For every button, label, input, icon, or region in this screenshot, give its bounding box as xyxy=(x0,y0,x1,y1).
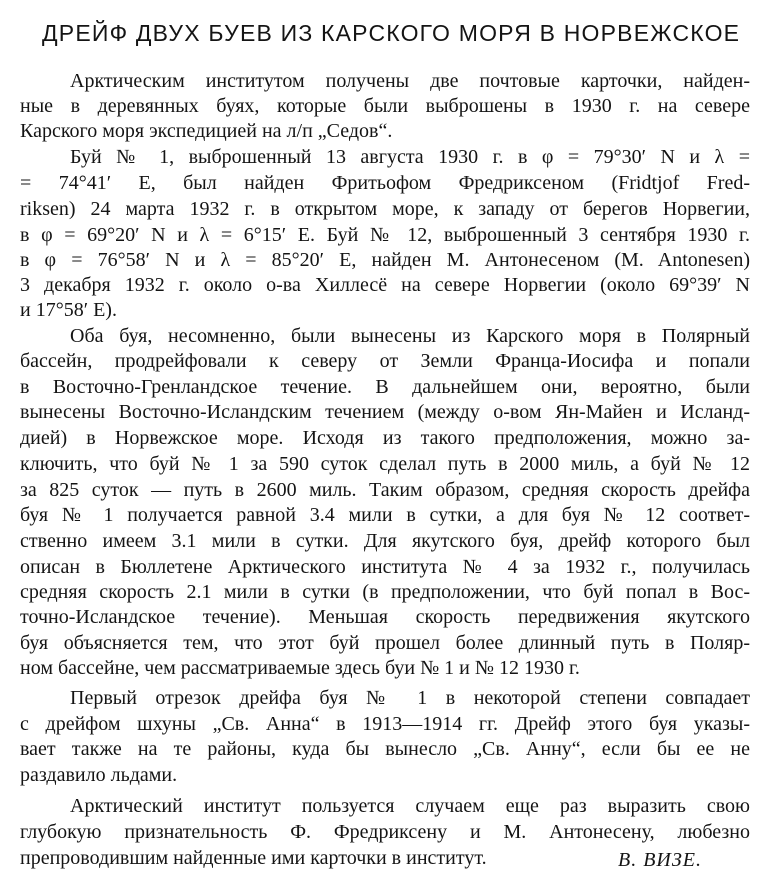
paragraph-2-line-6: 3 декабря 1932 г. около о-ва Хиллесё на севере Норвегии (около 69°39′ N xyxy=(20,274,750,296)
paragraph-3-line-10: описан в Бюллетене Арктического института № 4 за 1932 г., получилась xyxy=(20,556,750,578)
paragraph-1-line-1: Арктическим институтом получены две почтовые карточки, найден- xyxy=(70,70,750,92)
paragraph-2-line-5: в φ = 76°58′ N и λ = 85°20′ E, найден М. Антонесеном (M. Antonesen) xyxy=(20,249,750,271)
paragraph-2-line-7: и 17°58′ E). xyxy=(20,299,117,321)
paragraph-3-line-8: буя № 1 получается равной 3.4 мили в сутки, а для буя № 12 соответ- xyxy=(20,504,750,526)
paragraph-3-line-1: Оба буя, несомненно, были вынесены из Карского моря в Полярный xyxy=(70,325,750,347)
paragraph-4-line-2: с дрейфом шхуны „Св. Анна“ в 1913—1914 гг. Дрейф этого буя указы- xyxy=(20,713,750,735)
paragraph-1-line-2: ные в деревянных буях, которые были выброшены в 1930 г. на севере xyxy=(20,95,750,117)
paragraph-3-line-12: точно-Исландское течение). Меньшая скорость передвижения якутского xyxy=(20,606,750,628)
paragraph-3-line-4: вынесены Восточно-Исландским течением (между о-вом Ян-Майен и Исланд- xyxy=(20,401,750,423)
paragraph-2-line-4: в φ = 69°20′ N и λ = 6°15′ E. Буй № 12, выброшенный 3 сентября 1930 г. xyxy=(20,224,750,246)
paragraph-3-line-3: в Восточно-Гренландское течение. В дальнейшем они, вероятно, были xyxy=(20,376,750,398)
paragraph-3-line-6: ключить, что буй № 1 за 590 суток сделал путь в 2000 миль, а буй № 12 xyxy=(20,453,750,475)
paragraph-4-line-1: Первый отрезок дрейфа буя № 1 в некоторой степени совпадает xyxy=(70,687,750,709)
document-page xyxy=(20,0,750,885)
paragraph-5-line-2: глубокую признательность Ф. Фредриксену и М. Антонесену, любезно xyxy=(20,821,750,843)
paragraph-5-line-1: Арктический институт пользуется случаем еще раз выразить свою xyxy=(70,795,750,817)
paragraph-3-line-2: бассейн, продрейфовали к северу от Земли Франца-Иосифа и попали xyxy=(20,350,750,372)
paragraph-4-line-4: раздавило льдами. xyxy=(20,764,178,786)
paragraph-4-line-3: вает также на те районы, куда бы вынесло „Св. Анну“, если бы ее не xyxy=(20,738,750,760)
article-title: ДРЕЙФ ДВУХ БУЕВ ИЗ КАРСКОГО МОРЯ В НОРВЕЖСКОЕ xyxy=(42,20,741,46)
paragraph-3-line-5: дией) в Норвежское море. Исходя из такого предположения, можно за- xyxy=(20,427,750,449)
paragraph-3-line-11: средняя скорость 2.1 мили в сутки (в предположении, что буй попал в Вос- xyxy=(20,581,750,603)
paragraph-2-line-2: = 74°41′ E, был найден Фритьофом Фредриксеном (Fridtjof Fred- xyxy=(20,172,750,194)
paragraph-2-line-3: riksen) 24 марта 1932 г. в открытом море, к западу от берегов Норвегии, xyxy=(20,198,750,220)
paragraph-3-line-7: за 825 суток — путь в 2600 миль. Таким образом, средняя скорость дрейфа xyxy=(20,479,750,501)
paragraph-3-line-13: буя объясняется тем, что этот буй прошел более длинный путь в Поляр- xyxy=(20,632,750,654)
paragraph-2-line-1: Буй № 1, выброшенный 13 августа 1930 г. в φ = 79°30′ N и λ = xyxy=(70,146,750,168)
paragraph-3-line-14: ном бассейне, чем рассматриваемые здесь буи № 1 и № 12 1930 г. xyxy=(20,657,580,679)
author-signature: В. ВИЗЕ. xyxy=(618,849,702,871)
paragraph-5-line-3: препроводившим найденные ими карточки в институт. xyxy=(20,847,487,869)
paragraph-1-line-3: Карского моря экспедицией на л/п „Седов“. xyxy=(20,120,393,142)
paragraph-3-line-9: ственно имеем 3.1 мили в сутки. Для якутского буя, дрейф которого был xyxy=(20,530,750,552)
